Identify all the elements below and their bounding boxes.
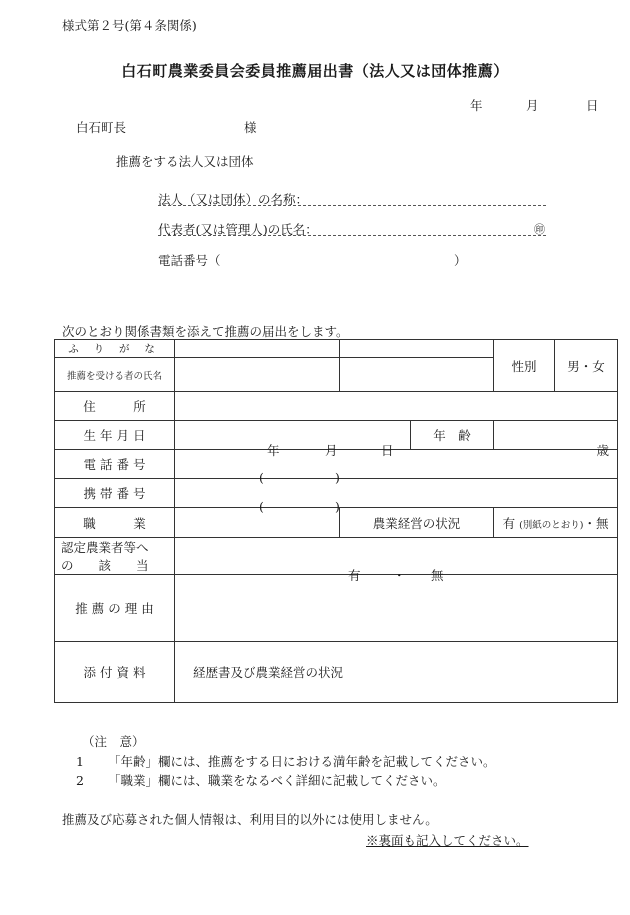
certified-label-line2: の 該 当: [61, 558, 149, 573]
mobile-paren-close: ): [335, 499, 340, 514]
reason-input[interactable]: [175, 575, 618, 642]
note-item-2: [76, 771, 445, 789]
certified-no: 無: [431, 568, 444, 583]
certified-dot: ・: [393, 568, 406, 583]
farm-yes-note: (別紙のとおり): [519, 519, 584, 531]
phone-close-paren: ）: [454, 253, 467, 268]
gender-label: 性別: [494, 340, 555, 392]
birth-month-label: 月: [325, 443, 338, 458]
phone-paren-close: ): [335, 470, 340, 485]
birthdate-input[interactable]: [175, 421, 411, 458]
nominee-name-input-right[interactable]: [340, 358, 494, 392]
farm-status-label: 農業経営の状況: [340, 508, 494, 538]
mobile-number-input[interactable]: [175, 479, 618, 514]
mobile-number-label: 携 帯 番 号: [55, 479, 175, 508]
mobile-paren-open: (: [259, 499, 264, 514]
gender-value[interactable]: 男・女: [555, 340, 618, 392]
date-day-label: 日: [586, 98, 599, 113]
farm-yes: 有: [502, 515, 516, 531]
note-text: 「年齢」欄には、推薦をする日における満年齢を記載してください。: [107, 754, 496, 769]
occupation-input[interactable]: [175, 508, 340, 538]
attachments-value: 経歴書及び農業経営の状況: [175, 642, 618, 703]
phone-paren-open: (: [259, 470, 264, 485]
age-unit: 歳: [596, 443, 610, 458]
certified-yes: 有: [348, 568, 361, 583]
form-number: 様式第２号(第４条関係): [62, 18, 197, 33]
age-input[interactable]: [494, 421, 618, 458]
occupation-label: 職 業: [55, 508, 175, 538]
representative-field[interactable]: [158, 235, 546, 236]
furigana-label: ふ り が な: [55, 340, 175, 358]
phone-label: 電話番号（: [158, 253, 221, 268]
birthdate-label: 生 年 月 日: [55, 421, 175, 450]
age-label: 年 齢: [411, 421, 494, 450]
date-year-label: 年: [470, 98, 483, 113]
farm-status-value[interactable]: [494, 508, 618, 538]
representative-label: 代表者(又は管理人)の氏名：: [158, 222, 318, 237]
recommender-heading: 推薦をする法人又は団体: [116, 154, 254, 169]
date-month-label: 月: [526, 98, 539, 113]
note-text: 「職業」欄には、職業をなるべく詳細に記載してください。: [107, 773, 446, 788]
document-title: 白石町農業委員会委員推薦届出書（法人又は団体推薦）: [121, 62, 509, 80]
addressee-honorific: 様: [244, 120, 257, 135]
intro-text: 次のとおり関係書類を添えて推薦の届出をします。: [62, 324, 349, 339]
birth-day-label: 日: [381, 443, 394, 458]
address-input[interactable]: [175, 392, 618, 421]
furigana-input-left[interactable]: [175, 340, 340, 358]
note-item-1: [76, 752, 495, 770]
phone-number-input[interactable]: [175, 450, 618, 485]
org-name-label: 法人（又は団体）の名称：: [158, 192, 309, 207]
farm-no: ・無: [583, 515, 609, 531]
certified-farmer-label: [55, 538, 175, 575]
nominee-name-label: 推薦を受ける者の氏名: [55, 358, 175, 392]
notes-heading: （注 意）: [82, 734, 145, 749]
furigana-input-right[interactable]: [340, 340, 494, 358]
address-label: 住 所: [55, 392, 175, 421]
addressee-town: 白石町長: [76, 120, 127, 135]
attachments-label: 添 付 資 料: [55, 642, 175, 703]
org-name-field[interactable]: [158, 205, 546, 206]
privacy-notice: 推薦及び応募された個人情報は、利用目的以外には使用しません。: [62, 812, 438, 827]
note-number: 1: [76, 754, 84, 769]
backside-notice: ※裏面も記入してください。: [366, 833, 529, 848]
birth-year-label: 年: [267, 443, 280, 458]
seal-mark: ㊞: [534, 223, 545, 236]
reason-label: 推 薦 の 理 由: [55, 575, 175, 642]
certified-farmer-value[interactable]: [175, 538, 618, 583]
nominee-name-input-left[interactable]: [175, 358, 340, 392]
certified-label-line1: 認定農業者等へ: [61, 540, 149, 555]
nomination-table: [54, 339, 618, 703]
phone-number-label: 電 話 番 号: [55, 450, 175, 479]
note-number: 2: [76, 773, 84, 788]
